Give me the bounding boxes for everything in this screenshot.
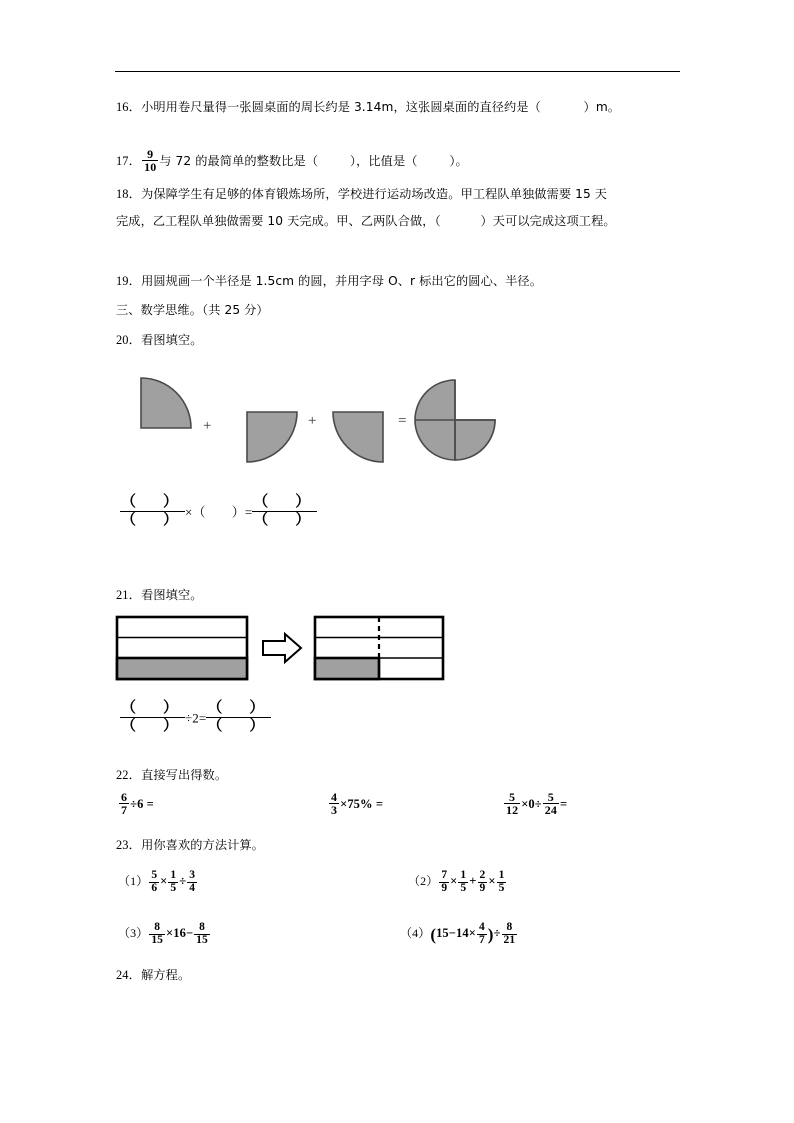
q23-item-3-frac-1: $\frac{8}{15}$ xyxy=(151,921,164,946)
quarter-circle-corner-top-right xyxy=(333,412,383,462)
q23-item-4-expr: 15−14× xyxy=(436,925,476,940)
q23-item-4-frac-1: $\frac{4}{7}$ xyxy=(478,921,485,946)
q23-item-1-op-1: × xyxy=(160,873,168,888)
question-21-title-text: 看图填空。 xyxy=(141,588,203,602)
question-23-title xyxy=(116,835,264,855)
q23-item-2-frac-1: $\frac{7}{9}$ xyxy=(441,869,448,894)
question-24-title xyxy=(116,965,190,985)
q23-item-3-op-1: ×16− xyxy=(166,925,194,940)
q22-item-2-rest: ×75% = xyxy=(340,797,384,812)
q23-item-2-frac-4: $\frac{1}{5}$ xyxy=(498,869,505,894)
question-17-fraction: $\frac{9}{10}$ xyxy=(144,147,157,175)
q22-item-3-rest: = xyxy=(559,797,568,812)
q23-item-2-op-3: × xyxy=(488,873,496,888)
question-21-number: 21． xyxy=(116,588,142,602)
q23-item-1-frac-1: $\frac{5}{6}$ xyxy=(151,869,158,894)
q20-fraction-2[interactable]: （ ） （ ） xyxy=(253,494,317,528)
q20-multiply-operator: × xyxy=(185,504,193,520)
q23-item-1-frac-2: $\frac{1}{5}$ xyxy=(170,869,177,894)
section-heading xyxy=(116,300,269,320)
question-18-text-line2a: 完成，乙工程队单独做需要 10 天完成。甲、乙两队合做，（ xyxy=(116,214,441,228)
header-rule xyxy=(115,71,680,72)
q22-item-1-fraction: $\frac{6}{7}$ xyxy=(121,790,128,818)
q20-answer-line xyxy=(120,494,317,528)
question-17-text-after: ）。 xyxy=(449,154,468,169)
question-18-line1 xyxy=(116,184,607,204)
right-arrow-outline-icon xyxy=(263,634,301,662)
question-17-text-mid2: ），比值是（ xyxy=(349,154,418,169)
question-21-title xyxy=(116,585,203,605)
q21-figure xyxy=(115,615,445,683)
left-rectangle-diagram xyxy=(117,617,247,679)
question-18-text-line2b: ）天可以完成这项工程。 xyxy=(480,214,616,228)
q21-divide-operator: ÷ xyxy=(185,710,193,726)
q20-figure xyxy=(130,370,510,470)
q23-item-2[interactable] xyxy=(408,870,507,895)
q23-item-3[interactable] xyxy=(118,922,211,947)
q22-item-3-fraction-2: $\frac{5}{24}$ xyxy=(544,790,557,818)
three-quarter-circle xyxy=(415,380,495,460)
equals-operator: = xyxy=(398,413,407,429)
q23-item-1-label: （1） xyxy=(118,873,149,888)
q22-item-1[interactable] xyxy=(118,791,154,817)
question-20-title xyxy=(116,330,203,350)
q23-item-4[interactable] xyxy=(400,922,518,947)
quarter-circle-corner-bottom-left xyxy=(141,378,191,428)
question-16 xyxy=(116,97,620,117)
q23-item-2-op-1: × xyxy=(450,873,458,888)
q23-item-2-op-2: + xyxy=(469,873,477,888)
q22-item-2-fraction: $\frac{4}{3}$ xyxy=(331,790,338,818)
question-23-number: 23． xyxy=(116,838,142,852)
q23-item-3-frac-2: $\frac{8}{15}$ xyxy=(196,921,208,946)
q22-item-3-fraction-1: $\frac{5}{12}$ xyxy=(506,790,519,818)
q20-equals: = xyxy=(244,504,253,520)
question-22-number: 22． xyxy=(116,768,142,782)
quarter-circle-corner-top-left xyxy=(247,412,297,462)
question-16-text-after: ）m。 xyxy=(583,100,621,114)
q22-item-3[interactable] xyxy=(503,791,567,817)
question-23-title-text: 用你喜欢的方法计算。 xyxy=(141,838,264,852)
question-24-title-text: 解方程。 xyxy=(141,968,191,982)
q22-item-3-mid: ×0÷ xyxy=(521,797,542,812)
q23-item-4-paren-open: ( xyxy=(430,924,437,944)
q23-item-3-label: （3） xyxy=(118,925,149,940)
question-22-title-text: 直接写出得数。 xyxy=(141,768,228,782)
q23-item-2-frac-2: $\frac{1}{5}$ xyxy=(460,869,467,894)
q23-item-4-op-divide: ÷ xyxy=(493,925,501,940)
q22-item-2[interactable] xyxy=(328,791,383,817)
q23-item-1-frac-3: $\frac{3}{4}$ xyxy=(189,869,196,894)
question-20-number: 20． xyxy=(116,333,142,347)
question-22-title xyxy=(116,765,227,785)
plus-operator-1: + xyxy=(203,418,212,434)
q21-fraction-2[interactable]: （ ） （ ） xyxy=(207,700,271,734)
q23-item-1-op-2: ÷ xyxy=(179,873,187,888)
question-17 xyxy=(116,148,468,174)
question-16-number: 16． xyxy=(116,100,142,114)
question-20-title-text: 看图填空。 xyxy=(141,333,203,347)
q21-answer-line xyxy=(120,700,271,734)
question-16-text: 小明用卷尺量得一张圆桌面的周长约是 3.14m，这张圆桌面的直径约是（ xyxy=(141,100,541,114)
q23-item-4-frac-2: $\frac{8}{21}$ xyxy=(503,921,516,946)
q20-fraction-1[interactable]: （ ） （ ） xyxy=(121,494,185,528)
q21-fraction-1[interactable]: （ ） （ ） xyxy=(121,700,185,734)
question-18-line2 xyxy=(116,211,616,231)
q23-item-2-label: （2） xyxy=(408,873,439,888)
question-24-number: 24． xyxy=(116,968,142,982)
question-19-text: 用圆规画一个半径是 1.5cm 的圆，并用字母 O、r 标出它的圆心、半径。 xyxy=(141,274,543,288)
q20-blank[interactable]: （ ） xyxy=(192,504,245,520)
q23-item-1[interactable] xyxy=(118,870,198,895)
q21-operand: 2 xyxy=(192,710,199,726)
question-17-text-mid: 与 72 的最简单的整数比是（ xyxy=(159,154,319,169)
question-17-number: 17． xyxy=(116,154,142,169)
q22-item-1-rest: ÷6 = xyxy=(130,797,154,812)
plus-operator-2: + xyxy=(308,413,317,429)
q21-equals: = xyxy=(198,710,207,726)
question-18-text-line1: 为保障学生有足够的体育锻炼场所，学校进行运动场改造。甲工程队单独做需要 15 天 xyxy=(141,187,608,201)
q23-item-4-paren-close: ) xyxy=(487,924,494,944)
q23-item-4-label: （4） xyxy=(400,925,431,940)
question-19 xyxy=(116,271,542,291)
section-heading-text: 三、数学思维。（共 25 分） xyxy=(116,303,269,317)
right-rectangle-diagram xyxy=(315,617,443,679)
question-19-number: 19． xyxy=(116,274,142,288)
question-18-number: 18． xyxy=(116,187,142,201)
q23-item-2-frac-3: $\frac{2}{9}$ xyxy=(479,869,486,894)
